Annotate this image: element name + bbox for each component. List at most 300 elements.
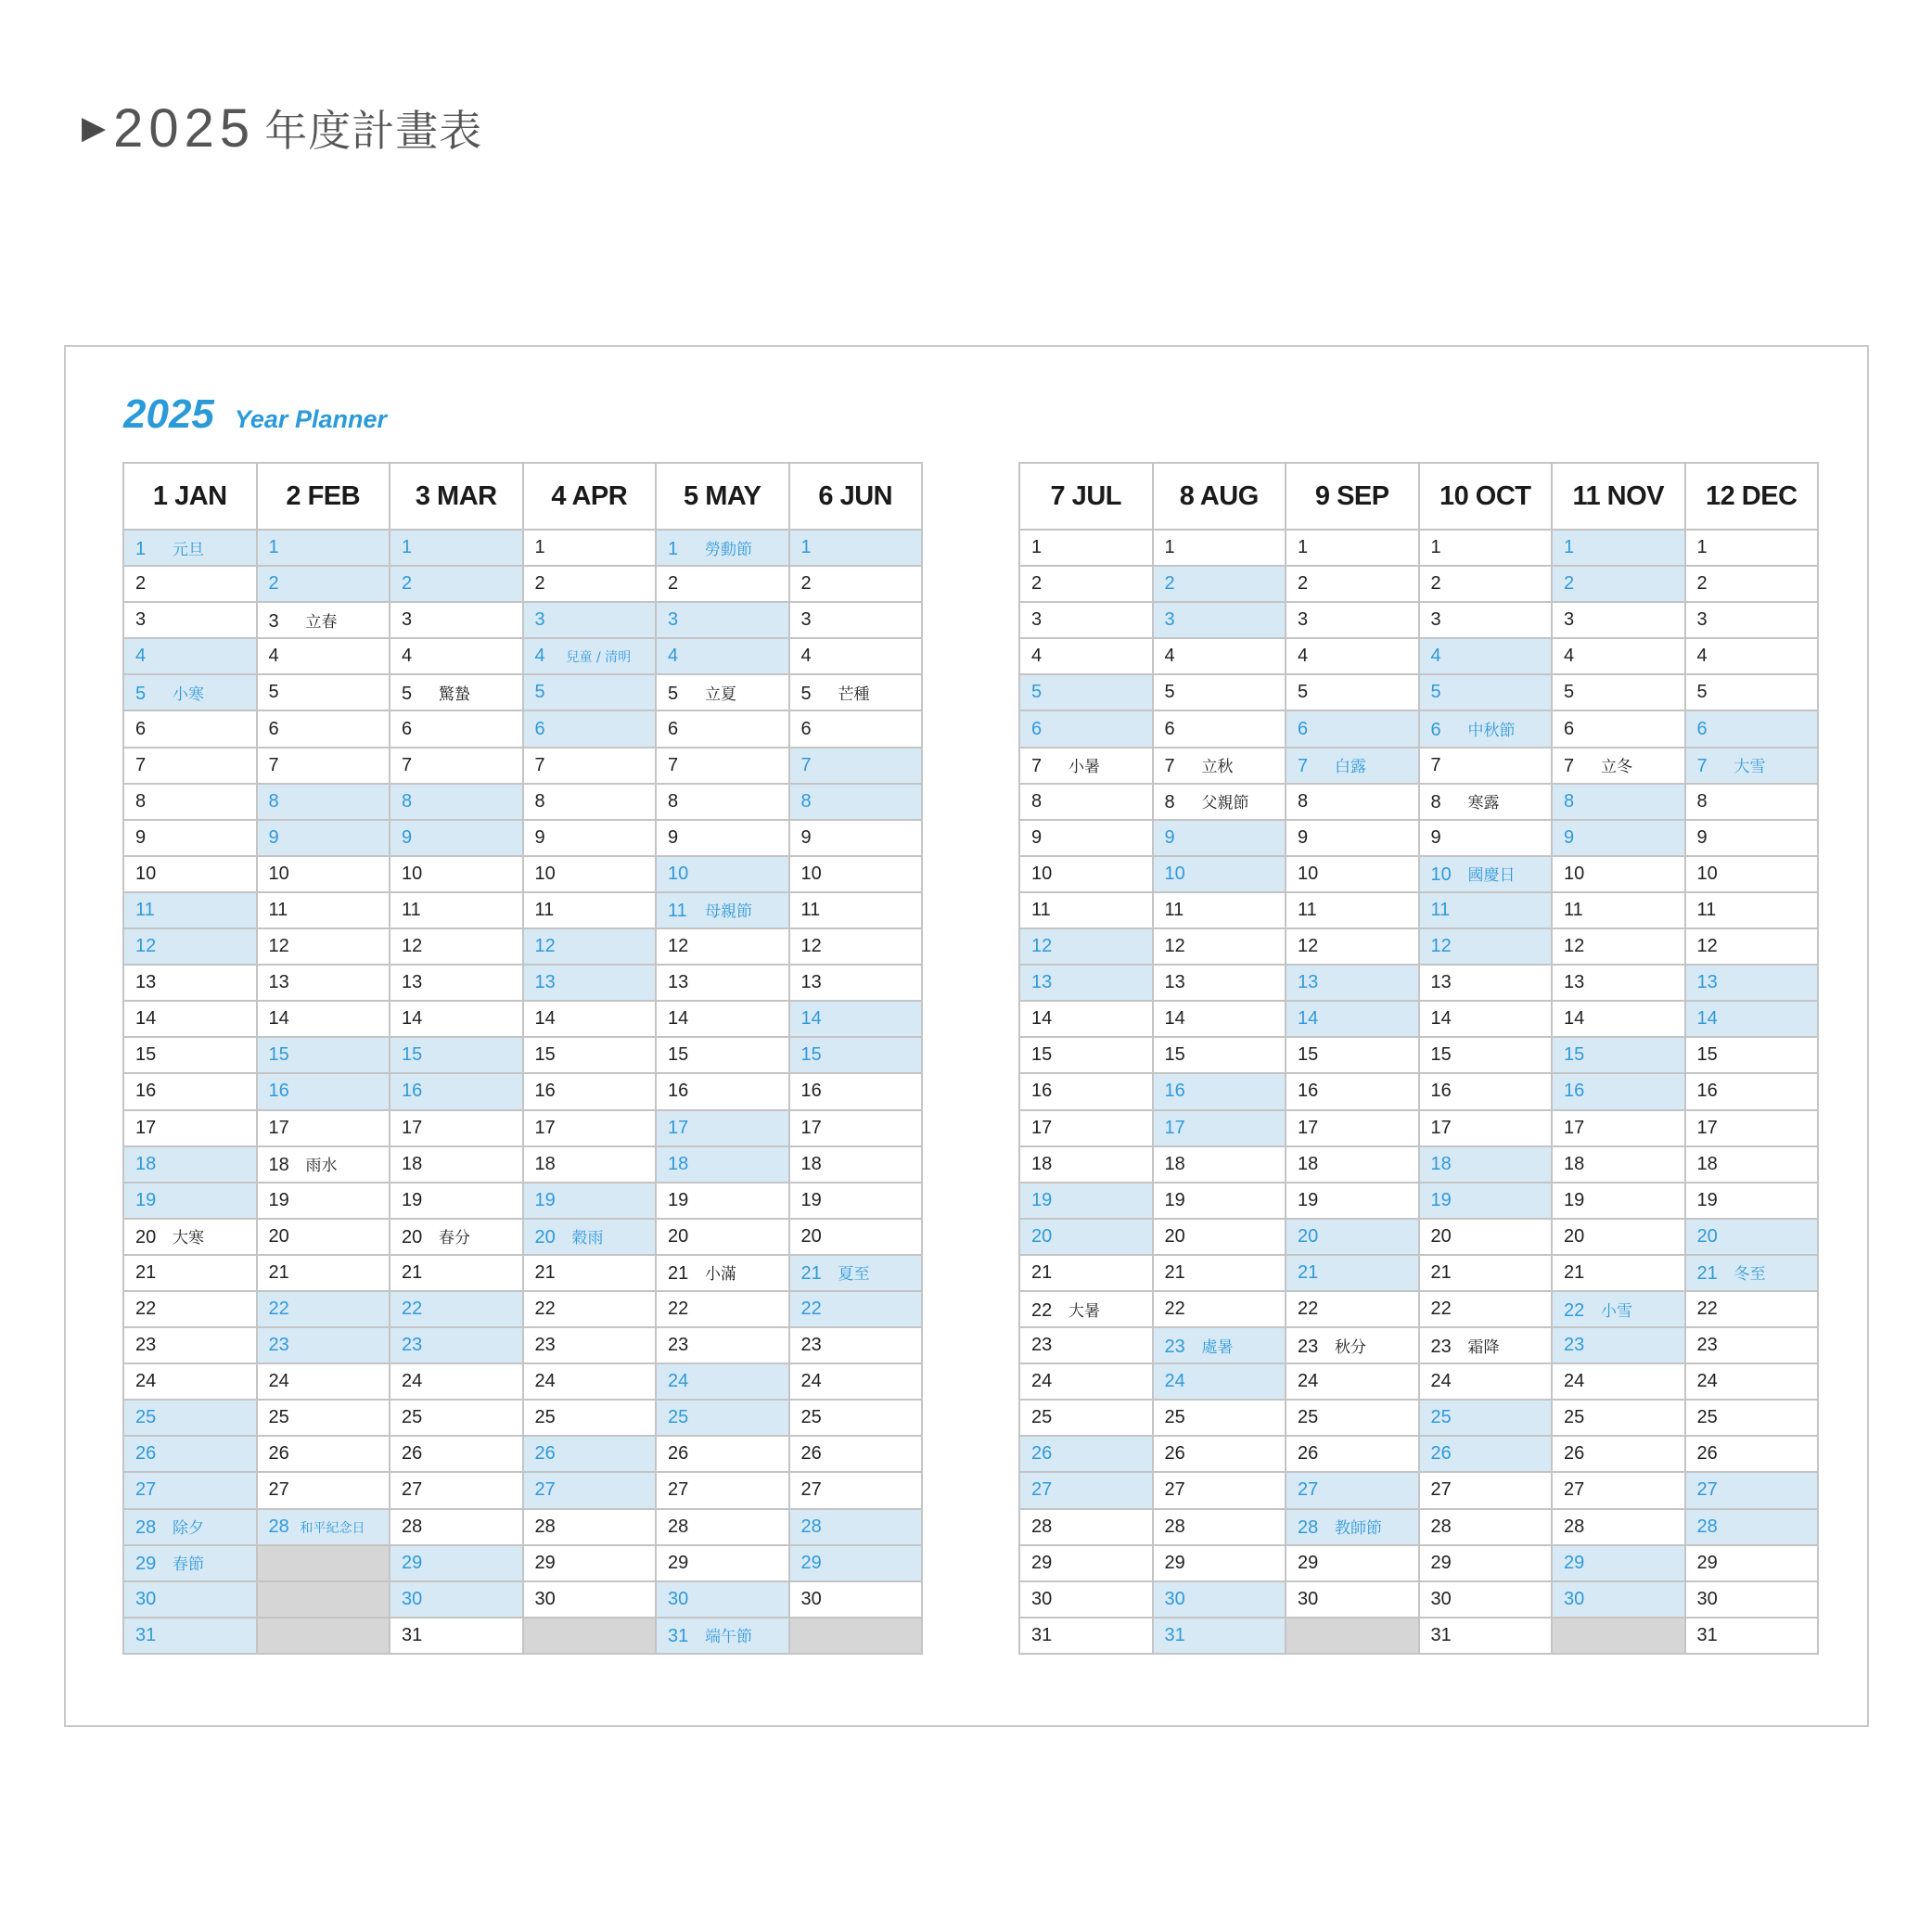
day-number: 11 (268, 899, 288, 920)
empty-day-cell (257, 1618, 390, 1654)
day-number: 9 (1164, 826, 1175, 848)
day-number: 1 (1164, 537, 1175, 558)
day-cell (257, 1219, 390, 1255)
day-row (123, 566, 922, 602)
day-cell (656, 1509, 789, 1545)
day-number: 27 (1031, 1479, 1053, 1501)
day-row (1019, 1219, 1818, 1255)
day-number: 6 (135, 718, 147, 739)
day-number: 14 (1298, 1008, 1319, 1030)
day-cell (656, 1110, 789, 1146)
day-number: 22 (1696, 1299, 1718, 1320)
day-cell (656, 1183, 789, 1219)
day-cell (1419, 1183, 1553, 1219)
day-row (123, 1327, 922, 1363)
day-cell (123, 748, 257, 784)
day-cell (1153, 566, 1286, 602)
day-number: 13 (1696, 972, 1718, 993)
day-cell (1685, 1073, 1819, 1109)
day-number: 19 (1696, 1189, 1718, 1210)
day-number: 24 (1031, 1371, 1053, 1392)
day-number: 19 (402, 1189, 423, 1210)
day-cell (656, 1327, 789, 1363)
day-cell (1552, 1509, 1685, 1545)
day-number: 23 (668, 1335, 689, 1356)
day-cell (656, 602, 789, 638)
day-cell (123, 1291, 257, 1327)
day-cell (656, 1219, 789, 1255)
day-cell (1685, 1001, 1819, 1037)
day-number: 19 (135, 1189, 157, 1210)
day-cell (523, 820, 657, 856)
day-number: 6 (800, 718, 812, 739)
day-number: 29 (1031, 1552, 1053, 1573)
day-number: 21 (1164, 1261, 1185, 1283)
day-number: 29 (1430, 1552, 1452, 1573)
day-number: 2 (1164, 573, 1175, 595)
day-row (123, 1436, 922, 1472)
day-cell (656, 1001, 789, 1037)
day-cell (1019, 1545, 1153, 1581)
day-cell (523, 928, 657, 965)
day-number: 20 (1430, 1225, 1452, 1247)
day-cell (257, 928, 390, 965)
day-cell (523, 638, 657, 674)
day-cell (1019, 1291, 1153, 1327)
day-cell (1552, 710, 1685, 747)
day-cell (1685, 1509, 1819, 1545)
day-number: 30 (135, 1588, 157, 1609)
day-cell (257, 1363, 390, 1400)
day-cell (1552, 856, 1685, 892)
day-cell (789, 1146, 923, 1183)
day-cell (523, 1183, 657, 1219)
empty-day-cell (257, 1545, 390, 1581)
day-number: 17 (1696, 1117, 1718, 1138)
day-number: 11 (1298, 899, 1317, 920)
day-number: 25 (800, 1407, 822, 1428)
day-number: 27 (268, 1479, 289, 1501)
day-number: 22 (668, 1299, 689, 1320)
day-number: 13 (402, 972, 423, 993)
day-cell (1019, 602, 1153, 638)
day-number: 17 (1430, 1117, 1452, 1138)
day-cell (1153, 748, 1286, 784)
day-note: 驚蟄 (439, 685, 470, 704)
day-cell (656, 1363, 789, 1400)
day-number: 2 (402, 573, 413, 595)
day-number: 6 (1564, 718, 1575, 739)
day-number: 22 (1298, 1299, 1319, 1320)
day-cell (390, 1509, 523, 1545)
day-cell (390, 892, 523, 928)
day-number: 31 (1696, 1624, 1718, 1645)
day-number: 6 (1430, 720, 1441, 741)
day-cell (1685, 566, 1819, 602)
day-number: 29 (1164, 1552, 1185, 1573)
day-number: 2 (800, 573, 812, 595)
day-note: 立冬 (1601, 758, 1632, 777)
day-cell (1153, 1327, 1286, 1363)
day-cell (1019, 1472, 1153, 1508)
day-number: 12 (668, 936, 689, 957)
day-cell (390, 1255, 523, 1291)
day-cell (123, 530, 257, 566)
day-number: 28 (1164, 1516, 1185, 1537)
day-number: 23 (268, 1335, 289, 1356)
day-cell (789, 1472, 923, 1508)
day-note: 白露 (1335, 758, 1366, 777)
day-number: 16 (268, 1081, 289, 1102)
day-number: 22 (268, 1299, 289, 1320)
empty-day-cell (1286, 1618, 1419, 1654)
day-cell (789, 638, 923, 674)
day-number: 9 (1031, 826, 1043, 848)
day-cell (523, 1073, 657, 1109)
day-cell (1685, 1400, 1819, 1436)
day-number: 3 (402, 609, 413, 631)
day-number: 27 (1564, 1479, 1585, 1501)
day-number: 10 (402, 863, 423, 884)
day-cell (123, 1327, 257, 1363)
day-number: 24 (268, 1371, 289, 1392)
day-cell (257, 1073, 390, 1109)
day-cell (656, 1037, 789, 1073)
day-cell (1153, 1291, 1286, 1327)
day-number: 7 (268, 754, 279, 775)
day-cell (123, 1363, 257, 1400)
day-cell (1685, 638, 1819, 674)
day-number: 4 (668, 646, 679, 667)
day-number: 6 (1031, 718, 1043, 739)
day-cell (1419, 965, 1553, 1001)
empty-day-cell (789, 1618, 923, 1654)
day-cell (1419, 1436, 1553, 1472)
empty-day-cell (257, 1581, 390, 1618)
day-cell (1153, 1183, 1286, 1219)
day-number: 6 (1164, 718, 1175, 739)
day-cell (1286, 1255, 1419, 1291)
day-cell (1552, 1073, 1685, 1109)
day-number: 12 (402, 936, 423, 957)
day-row (123, 1400, 922, 1436)
day-cell (1286, 1400, 1419, 1436)
day-number: 26 (1164, 1443, 1185, 1465)
day-number: 26 (1298, 1443, 1319, 1465)
day-number: 19 (668, 1189, 689, 1210)
day-cell (1153, 1073, 1286, 1109)
day-cell (1153, 928, 1286, 965)
day-cell (1153, 1255, 1286, 1291)
day-note: 夏至 (838, 1265, 870, 1285)
day-note: 春分 (439, 1229, 470, 1248)
day-number: 22 (1031, 1299, 1053, 1321)
day-cell (789, 602, 923, 638)
day-cell (1685, 856, 1819, 892)
day-number: 21 (1430, 1261, 1452, 1283)
day-cell (257, 1327, 390, 1363)
day-number: 5 (1564, 682, 1575, 703)
day-cell (1419, 892, 1553, 928)
day-cell (1419, 1327, 1553, 1363)
day-number: 9 (800, 826, 812, 848)
day-cell (1019, 1436, 1153, 1472)
day-cell (1685, 1291, 1819, 1327)
day-cell (1685, 1472, 1819, 1508)
day-row (123, 1037, 922, 1073)
day-cell (1419, 1110, 1553, 1146)
day-number: 26 (135, 1443, 157, 1465)
day-cell (1286, 1219, 1419, 1255)
day-number: 18 (1696, 1153, 1718, 1174)
day-number: 25 (268, 1407, 289, 1428)
day-number: 10 (800, 863, 822, 884)
day-cell (1685, 748, 1819, 784)
month-header: 4 APR (523, 463, 657, 530)
day-number: 9 (534, 826, 545, 848)
day-number: 8 (1298, 790, 1309, 812)
day-cell (1286, 856, 1419, 892)
day-cell (123, 1255, 257, 1291)
day-cell (1286, 674, 1419, 710)
day-number: 4 (268, 646, 279, 667)
day-row (123, 1545, 922, 1581)
day-cell (1286, 1073, 1419, 1109)
day-number: 8 (1696, 790, 1708, 812)
day-number: 15 (800, 1044, 822, 1066)
day-number: 1 (534, 537, 545, 558)
day-number: 5 (135, 683, 147, 704)
day-number: 25 (534, 1407, 556, 1428)
day-cell (1552, 1146, 1685, 1183)
month-header: 1 JAN (123, 463, 257, 530)
day-cell (656, 1436, 789, 1472)
day-number: 3 (1031, 609, 1043, 631)
day-cell (1153, 674, 1286, 710)
day-number: 9 (1430, 826, 1441, 848)
day-row (123, 1581, 922, 1618)
day-number: 23 (534, 1335, 556, 1356)
day-cell (123, 856, 257, 892)
day-number: 19 (1031, 1189, 1053, 1210)
day-cell (257, 1146, 390, 1183)
day-number: 12 (135, 936, 157, 957)
day-note: 雨水 (305, 1157, 338, 1176)
day-cell (656, 674, 789, 710)
day-cell (1286, 928, 1419, 965)
day-row (123, 965, 922, 1001)
day-cell (523, 748, 657, 784)
day-cell (123, 1472, 257, 1508)
day-cell (1685, 602, 1819, 638)
day-number: 26 (1430, 1443, 1452, 1465)
day-cell (1419, 1073, 1553, 1109)
day-number: 26 (1031, 1443, 1053, 1465)
day-cell (257, 530, 390, 566)
day-number: 5 (1696, 682, 1708, 703)
day-cell (1552, 965, 1685, 1001)
day-cell (656, 928, 789, 965)
day-cell (257, 602, 390, 638)
day-row (1019, 1400, 1818, 1436)
day-cell (1153, 638, 1286, 674)
day-cell (1685, 530, 1819, 566)
day-cell (523, 530, 657, 566)
day-number: 2 (1031, 573, 1043, 595)
day-row (1019, 1472, 1818, 1508)
day-number: 11 (135, 899, 155, 920)
day-number: 14 (1031, 1008, 1053, 1030)
day-cell (123, 710, 257, 747)
day-cell (123, 1581, 257, 1618)
day-cell (1153, 1146, 1286, 1183)
day-number: 20 (402, 1227, 423, 1248)
day-number: 30 (1430, 1588, 1452, 1609)
day-cell (1419, 1291, 1553, 1327)
day-cell (789, 892, 923, 928)
day-number: 9 (1298, 826, 1309, 848)
day-cell (523, 892, 657, 928)
day-cell (257, 710, 390, 747)
day-number: 16 (1298, 1081, 1319, 1102)
day-cell (523, 1327, 657, 1363)
day-note: 處暑 (1201, 1337, 1234, 1357)
day-number: 28 (534, 1516, 556, 1537)
day-cell (656, 638, 789, 674)
day-number: 24 (402, 1371, 423, 1392)
day-number: 2 (1430, 573, 1441, 595)
day-note: 中秋節 (1467, 722, 1516, 741)
day-number: 31 (1031, 1624, 1053, 1645)
day-number: 15 (1430, 1044, 1452, 1066)
day-cell (1685, 674, 1819, 710)
day-cell (1685, 1146, 1819, 1183)
day-number: 18 (1031, 1153, 1053, 1174)
day-number: 4 (1031, 646, 1043, 667)
day-cell (789, 1183, 923, 1219)
day-cell (1419, 710, 1553, 747)
day-cell (1286, 566, 1419, 602)
day-cell (390, 1618, 523, 1654)
day-cell (390, 856, 523, 892)
day-cell (1286, 1436, 1419, 1472)
day-cell (1419, 1618, 1553, 1654)
day-cell (523, 1436, 657, 1472)
day-note: 大寒 (173, 1229, 204, 1248)
day-row (123, 1255, 922, 1291)
day-number: 12 (800, 936, 822, 957)
day-cell (1019, 674, 1153, 710)
day-number: 30 (1564, 1588, 1585, 1609)
day-cell (390, 965, 523, 1001)
day-cell (1286, 1291, 1419, 1327)
day-number: 11 (1031, 899, 1051, 920)
day-cell (257, 1400, 390, 1436)
day-cell (1685, 820, 1819, 856)
day-cell (656, 1545, 789, 1581)
day-cell (1019, 1327, 1153, 1363)
day-cell (123, 674, 257, 710)
day-number: 10 (534, 863, 556, 884)
day-number: 20 (1031, 1225, 1053, 1247)
day-number: 3 (1696, 609, 1708, 631)
day-number: 12 (1564, 936, 1585, 957)
day-number: 8 (800, 790, 812, 812)
day-cell (1286, 1363, 1419, 1400)
day-number: 29 (1696, 1552, 1718, 1573)
day-number: 16 (1031, 1081, 1053, 1102)
day-number: 20 (668, 1225, 689, 1247)
day-cell (123, 1073, 257, 1109)
day-cell (1286, 748, 1419, 784)
day-number: 11 (800, 899, 821, 920)
day-row (123, 1509, 922, 1545)
day-cell (789, 1001, 923, 1037)
day-cell (523, 1581, 657, 1618)
day-number: 11 (1564, 899, 1583, 920)
day-number: 22 (534, 1299, 556, 1320)
day-number: 12 (1164, 936, 1185, 957)
day-cell (390, 1363, 523, 1400)
day-number: 27 (1696, 1479, 1718, 1501)
day-number: 11 (1696, 899, 1717, 920)
day-number: 25 (1031, 1407, 1053, 1428)
day-number: 26 (800, 1443, 822, 1465)
day-cell (1153, 1545, 1286, 1581)
day-cell (656, 530, 789, 566)
day-cell (1419, 856, 1553, 892)
day-cell (1419, 748, 1553, 784)
day-cell (1153, 1001, 1286, 1037)
day-number: 31 (668, 1626, 689, 1647)
day-number: 13 (800, 972, 822, 993)
day-row (123, 928, 922, 965)
day-number: 27 (668, 1479, 689, 1501)
day-cell (1552, 602, 1685, 638)
day-cell (123, 1183, 257, 1219)
day-number: 13 (668, 972, 689, 993)
day-number: 13 (1298, 972, 1319, 993)
triangle-marker-icon: ▶ (82, 109, 107, 147)
day-number: 5 (668, 683, 679, 704)
day-cell (1685, 928, 1819, 965)
day-number: 7 (1164, 756, 1175, 777)
day-cell (1552, 784, 1685, 820)
day-cell (390, 1037, 523, 1073)
day-cell (257, 748, 390, 784)
day-cell (789, 674, 923, 710)
day-number: 8 (668, 790, 679, 812)
day-number: 25 (668, 1407, 689, 1428)
day-number: 18 (1164, 1153, 1185, 1174)
day-row (1019, 1509, 1818, 1545)
day-cell (1552, 1001, 1685, 1037)
empty-day-cell (1552, 1618, 1685, 1654)
day-cell (1419, 1472, 1553, 1508)
day-cell (1019, 892, 1153, 928)
day-cell (1019, 928, 1153, 965)
day-cell (1552, 1110, 1685, 1146)
day-number: 10 (668, 863, 689, 884)
day-cell (257, 892, 390, 928)
day-number: 15 (1164, 1044, 1185, 1066)
day-number: 21 (1696, 1263, 1718, 1285)
day-cell (390, 1073, 523, 1109)
day-cell (390, 1146, 523, 1183)
day-number: 20 (1164, 1225, 1185, 1247)
day-number: 19 (534, 1189, 556, 1210)
day-number: 1 (668, 538, 679, 559)
